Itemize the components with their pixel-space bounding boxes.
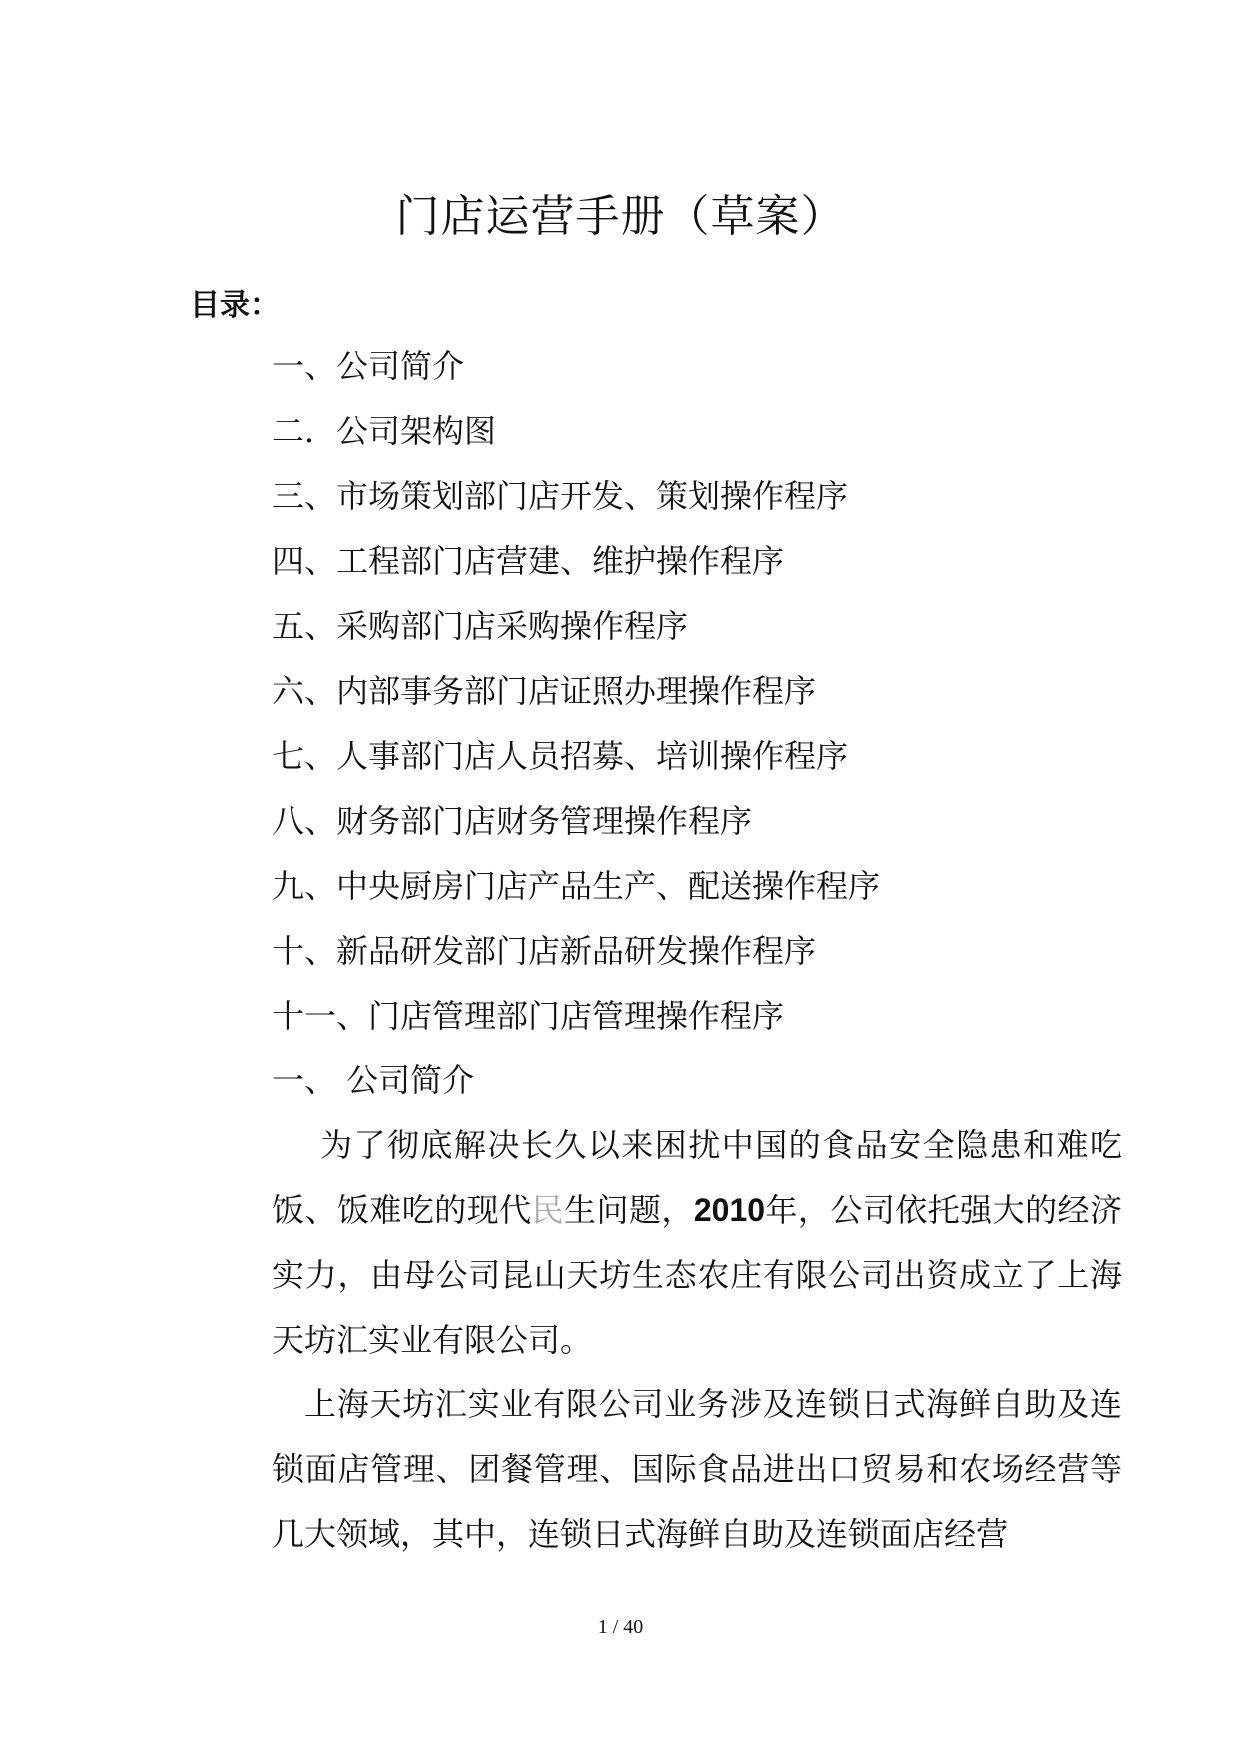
paragraph-text: 生问题， bbox=[564, 1191, 694, 1229]
faded-character: 民 bbox=[531, 1191, 565, 1229]
toc-item-8: 八、财务部门店财务管理操作程序 bbox=[272, 802, 753, 840]
page-number: 1 / 40 bbox=[597, 1616, 644, 1638]
toc-item-9: 九、中央厨房门店产品生产、配送操作程序 bbox=[272, 867, 881, 905]
toc-item-11: 十一、门店管理部门店管理操作程序 bbox=[272, 997, 785, 1035]
toc-item-4: 四、工程部门店营建、维护操作程序 bbox=[272, 542, 785, 580]
section-heading: 一、 公司简介 bbox=[272, 1061, 475, 1099]
paragraph-text: 为了彻底解决长久以来困扰中国的食品安全隐患和难吃饭、饭难吃的现代 bbox=[272, 1126, 1122, 1229]
document-title: 门店运营手册（草案） bbox=[395, 191, 846, 242]
toc-item-3: 三、市场策划部门店开发、策划操作程序 bbox=[272, 477, 849, 515]
table-of-contents bbox=[272, 345, 880, 1060]
toc-item-5: 五、采购部门店采购操作程序 bbox=[272, 607, 689, 645]
paragraph-text: 年，公司依托强大的经济实力，由母公司昆山天坊生态农庄有限公司出资成立了上海天坊汇实业有限公司。 bbox=[272, 1191, 1122, 1359]
year-number: 2010 bbox=[693, 1192, 766, 1228]
toc-item-6: 六、内部事务部门店证照办理操作程序 bbox=[272, 672, 817, 710]
toc-item-1: 一、公司简介 bbox=[272, 347, 465, 385]
toc-item-10: 十、新品研发部门店新品研发操作程序 bbox=[272, 932, 817, 970]
toc-item-2: 二．公司架构图 bbox=[272, 412, 497, 450]
toc-label: 目录： bbox=[190, 288, 280, 323]
intro-paragraph-2: 上海天坊汇实业有限公司业务涉及连锁日式海鲜自助及连锁面店管理、团餐管理、国际食品进出口贸易和农场经营等几大领域，其中，连锁日式海鲜自助及连锁面店经营 bbox=[272, 1385, 1122, 1553]
intro-paragraph-1 bbox=[272, 1113, 1122, 1373]
toc-item-7: 七、人事部门店人员招募、培训操作程序 bbox=[272, 737, 849, 775]
